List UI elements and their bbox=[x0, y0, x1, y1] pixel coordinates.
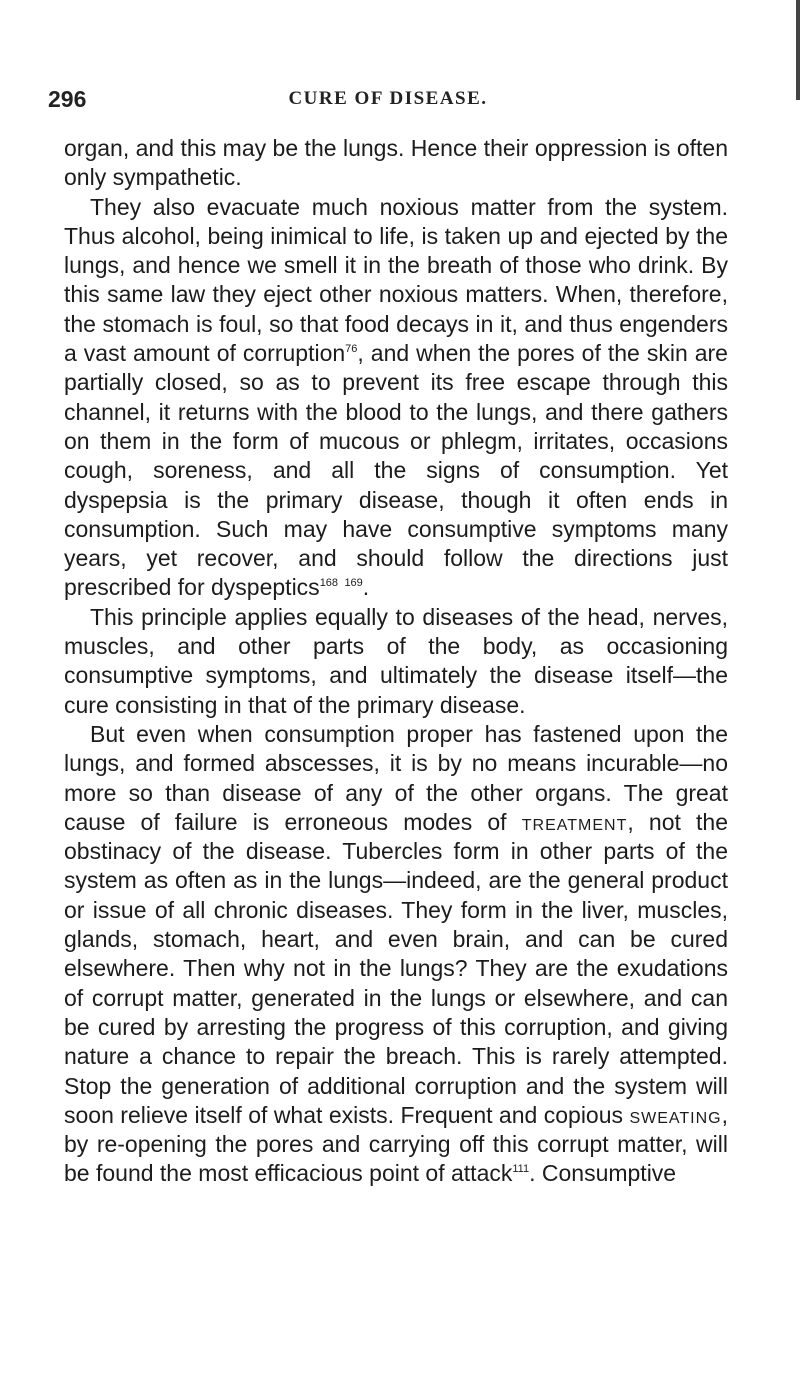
running-head: CURE OF DISEASE. bbox=[288, 88, 488, 109]
paragraph-3-text: This principle applies equally to diseases of the head, nerves, muscles, and other parts of the body, as occasioning consumptive symptoms, and ultimately the disease itself—the cure consisting in that of the primary disease. bbox=[64, 603, 728, 718]
paragraph-4-text-d: . Consumptive bbox=[529, 1160, 677, 1187]
paragraph-2-text-a: They also evacuate much noxious matter from the system. Thus alcohol, being inimical to life, is taken up and ejected by the lungs, and hence we smell it in the breath of those who drink. By this same law they eject other noxious matters. When, therefore, the stomach is foul, so that food decays in it, and thus engenders a vast amount of corruption bbox=[64, 193, 728, 367]
footnote-ref-76: 76 bbox=[345, 343, 358, 356]
paragraph-4-text-a: But even when consumption proper has fastened upon the lungs, and formed abscesses, it is by no means incurable—no more so than disease of any of the other organs. The great cause of failure is erroneous modes of bbox=[64, 720, 728, 835]
page-number: 296 bbox=[48, 86, 87, 112]
body-text bbox=[64, 134, 728, 1189]
paragraph-2-text-b: , and when the pores of the skin are partially closed, so as to prevent its free escape through this channel, it returns with the blood to the lungs, and there gathers on them in the form of mucous or phlegm, irritates, occasions cough, soreness, and all the signs of consumption. Yet dyspepsia is the primary disease, though it often ends in consumption. Such may have consumptive symptoms many years, yet recover, and should follow the directions just prescribed for dyspeptics bbox=[64, 340, 728, 601]
small-caps-treatment: treatment bbox=[521, 808, 628, 835]
paragraph-continuation bbox=[64, 134, 728, 193]
footnote-ref-169: 169 bbox=[344, 577, 363, 590]
paragraph-principle bbox=[64, 603, 728, 720]
footnote-ref-168: 168 bbox=[319, 577, 339, 590]
paragraph-lungs-evacuate bbox=[64, 193, 728, 603]
small-caps-sweating: sweating bbox=[629, 1101, 722, 1128]
paragraph-1-text: organ, and this may be the lungs. Hence their oppression is often only sympathetic. bbox=[64, 135, 728, 191]
page-edge-mark bbox=[796, 0, 800, 100]
paragraph-4-text-c: , by re-opening the pores and carrying off this corrupt matter, will be found the most efficacious point of attack bbox=[64, 1101, 728, 1187]
paragraph-consumption-curable bbox=[64, 720, 728, 1189]
paragraph-2-text-c: . bbox=[362, 574, 370, 601]
page-header bbox=[48, 86, 728, 114]
footnote-ref-111: 111 bbox=[512, 1163, 530, 1176]
paragraph-4-text-b: , not the obstinacy of the disease. Tubercles form in other parts of the system as often as in the lungs—indeed, are the general product or issue of all chronic diseases. They form in the liver, muscles, glands, stomach, heart, and even brain, and can be cured elsewhere. Then why not in the lungs? They are the exudations of corrupt matter, generated in the lungs or elsewhere, and can be cured by arresting the progress of this corruption, and giving nature a chance to repair the breach. This is rarely attempted. Stop the generation of additional corruption and the system will soon relieve itself of what exists. Frequent and copious bbox=[64, 808, 729, 1128]
